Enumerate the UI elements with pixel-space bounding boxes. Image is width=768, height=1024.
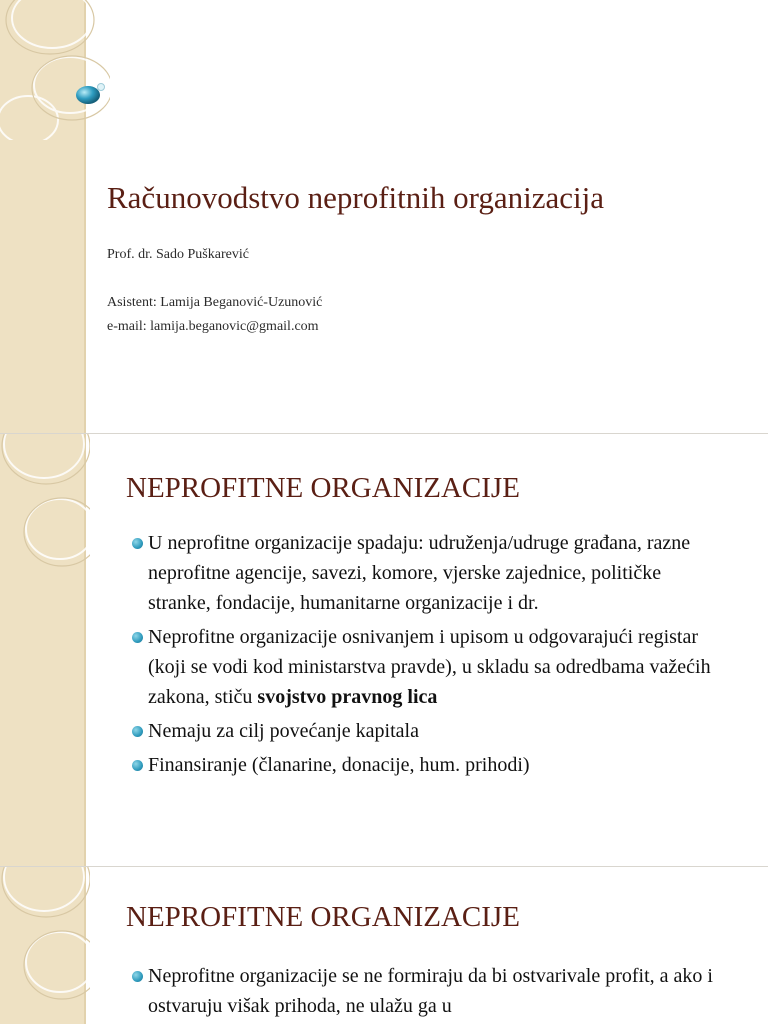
bullet-emphasis: svojstvo pravnog lica bbox=[257, 686, 438, 708]
list-item bbox=[130, 622, 726, 712]
bullet-text: U neprofitne organizacije spadaju: udruženja/udruge građana, razne neprofitne agencije, savezi, komore, vjerske zajednice, političke stranke, fondacije, humanitarne organizacije i dr. bbox=[148, 532, 691, 614]
bullet-icon bbox=[132, 726, 143, 737]
bullet-list bbox=[130, 961, 726, 1024]
bullet-text: Neprofitne organizacije se ne formiraju da bi ostvarivale profit, a ako i ostvaruju višak prihoda, ne ulažu ga u bbox=[148, 965, 713, 1017]
list-item bbox=[130, 961, 726, 1021]
assistant-name: Asistent: Lamija Beganović-Uzunović bbox=[107, 295, 323, 310]
bullet-icon bbox=[132, 971, 143, 982]
slide-heading: NEPROFITNE ORGANIZACIJE bbox=[126, 472, 520, 504]
bullet-text: Neprofitne organizacije osnivanjem i upisom u odgovarajući registar (koji se vodi kod ministarstva pravde), u skladu sa odredbama važećih zakona, stiču bbox=[148, 626, 711, 708]
list-item bbox=[130, 750, 726, 780]
swirl-decoration bbox=[0, 867, 90, 1024]
list-item bbox=[130, 528, 726, 618]
swirl-decoration bbox=[0, 434, 90, 634]
list-item bbox=[130, 716, 726, 746]
email-address: e-mail: lamija.beganovic@gmail.com bbox=[107, 319, 319, 334]
bullet-list bbox=[130, 528, 726, 784]
professor-name: Prof. dr. Sado Puškarević bbox=[107, 247, 249, 262]
bullet-text: Finansiranje (članarine, donacije, hum. prihodi) bbox=[148, 754, 530, 776]
bullet-icon bbox=[132, 538, 143, 549]
content-slide-2 bbox=[0, 867, 768, 1024]
content-slide-1 bbox=[0, 434, 768, 866]
slide-heading: NEPROFITNE ORGANIZACIJE bbox=[126, 901, 520, 933]
presentation-title: Računovodstvo neprofitnih organizacija bbox=[107, 180, 605, 215]
bullet-text: Nemaju za cilj povećanje kapitala bbox=[148, 720, 419, 742]
title-slide bbox=[0, 0, 768, 433]
bullet-icon bbox=[132, 760, 143, 771]
blue-orb-icon bbox=[70, 78, 180, 188]
bullet-icon bbox=[132, 632, 143, 643]
